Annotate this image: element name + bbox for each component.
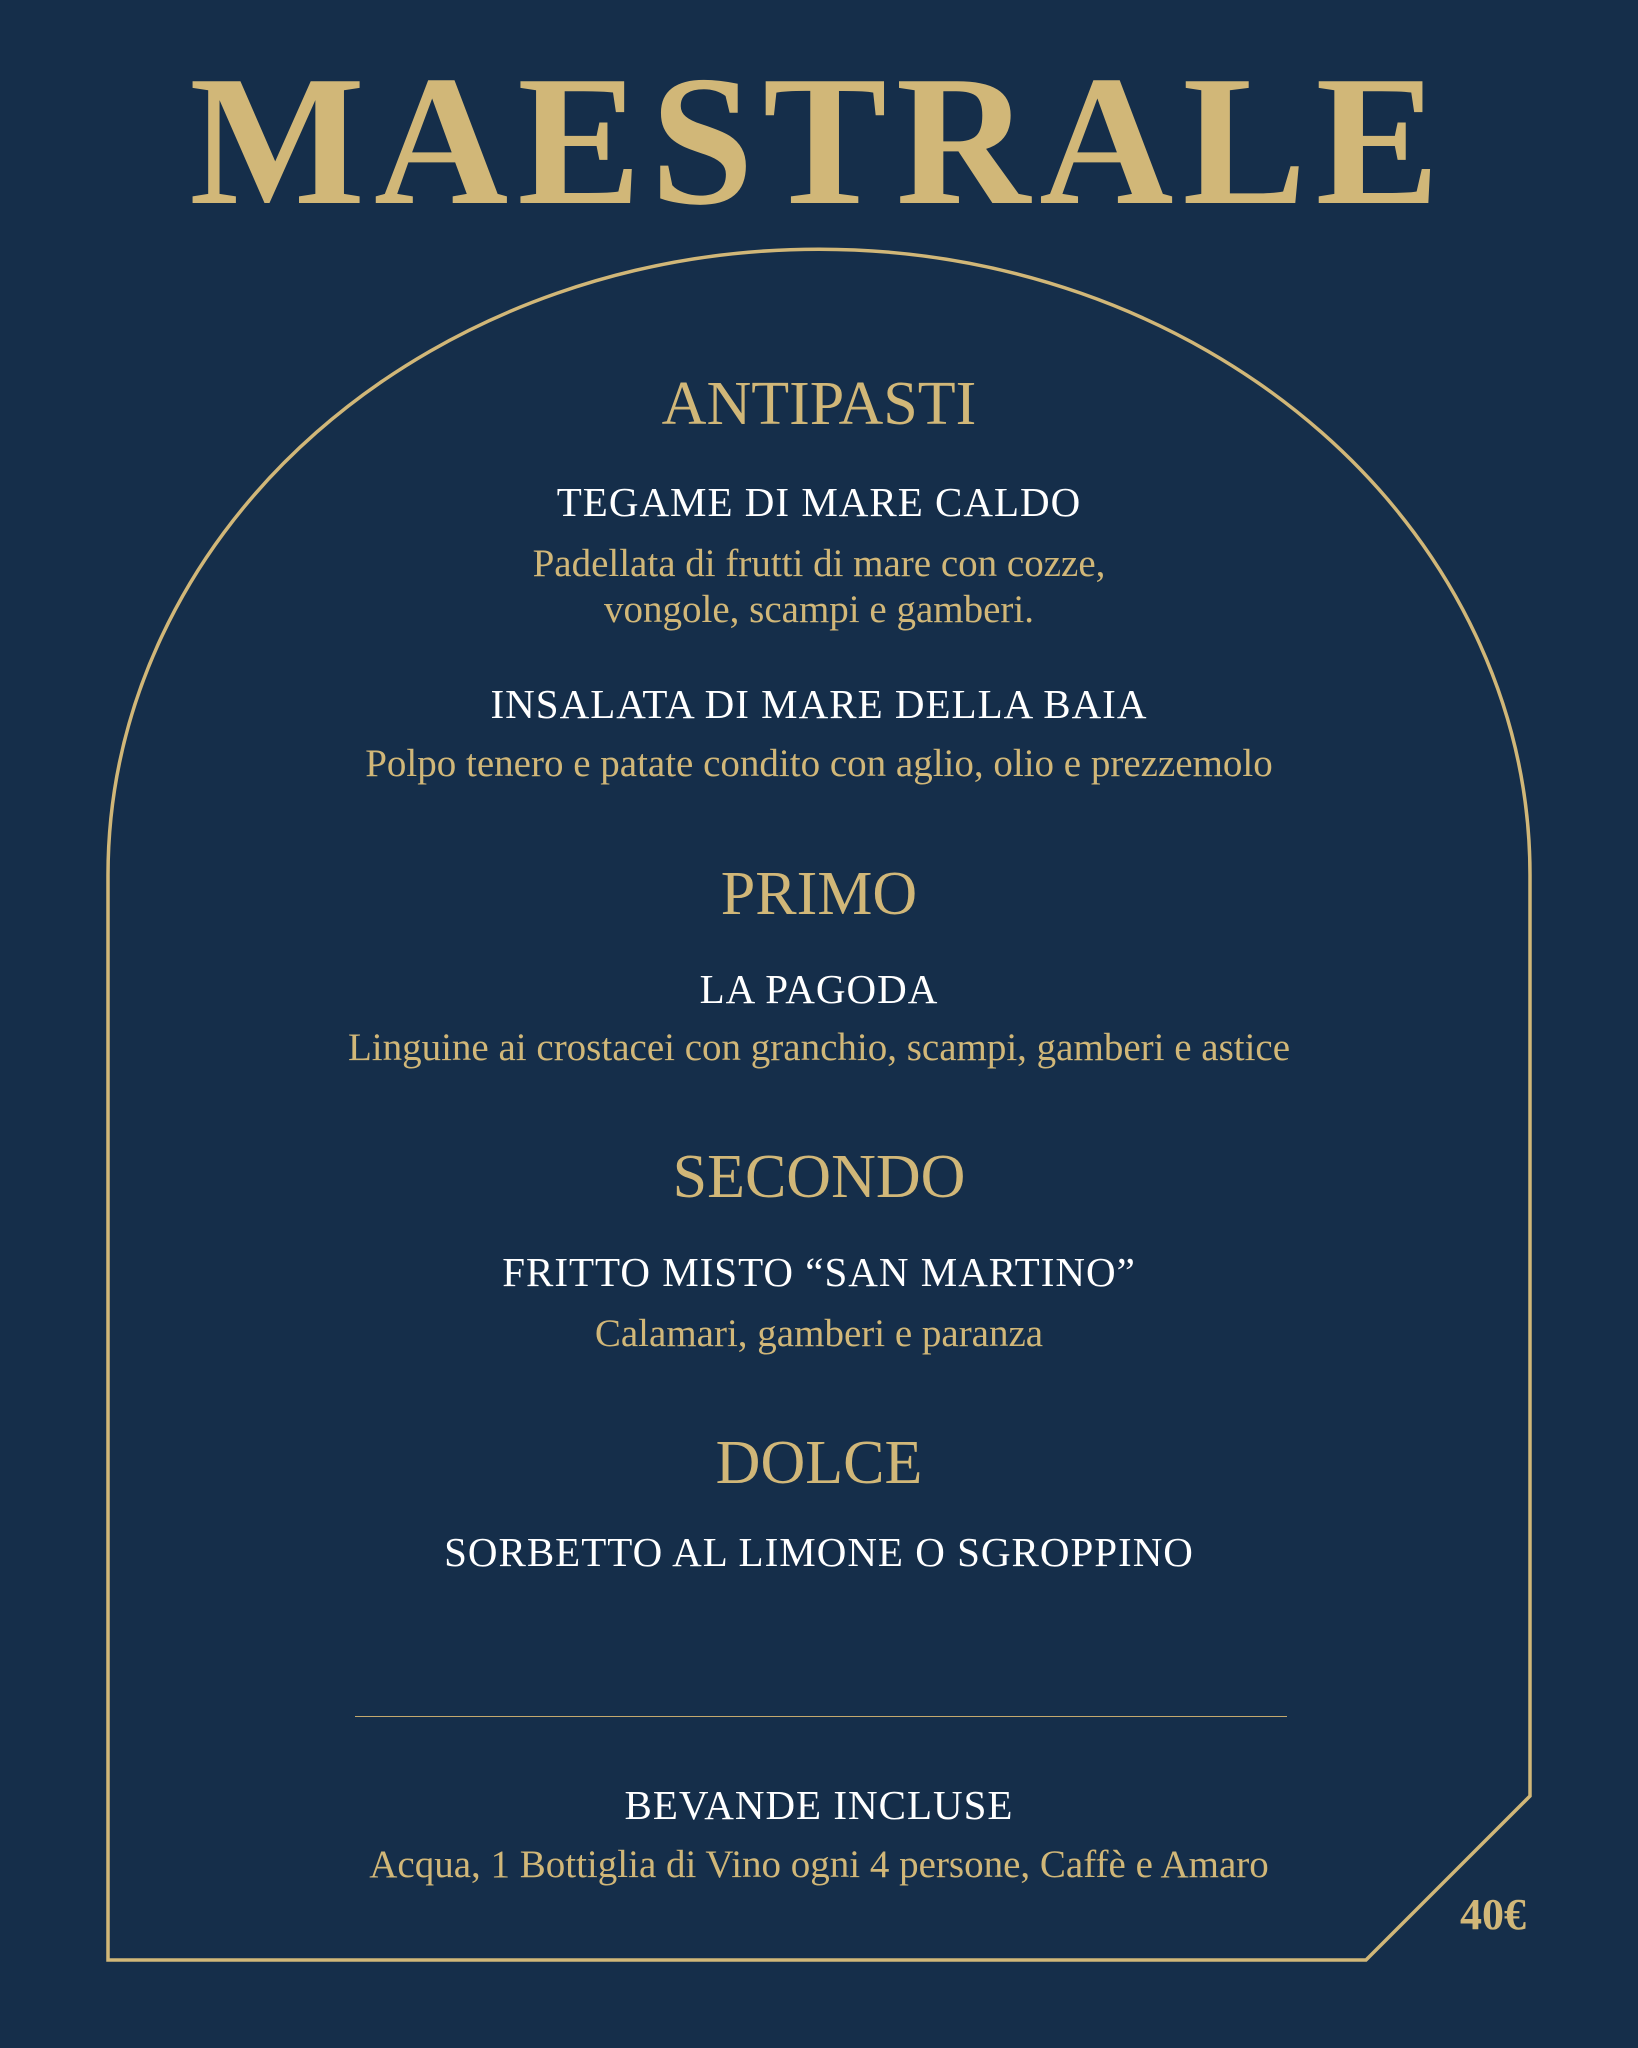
drinks-heading: BEVANDE INCLUSE — [624, 1782, 1014, 1828]
dish-pagoda-description — [0, 1025, 1638, 1071]
dish-sorbetto — [0, 1526, 1638, 1578]
section-dolce — [0, 1427, 1638, 1499]
section-heading-antipasti: ANTIPASTI — [661, 370, 977, 438]
dish-description: Polpo tenero e patate condito con aglio, olio e prezzemolo — [365, 742, 1273, 785]
dish-pagoda — [0, 963, 1638, 1015]
dish-insalata-description — [0, 741, 1638, 787]
dish-tegame-description — [0, 541, 1638, 633]
dish-name: TEGAME DI MARE CALDO — [556, 479, 1082, 525]
drinks-heading-block — [0, 1779, 1638, 1831]
dish-insalata — [0, 678, 1638, 730]
price-label: 40€ — [1460, 1890, 1526, 1939]
section-heading-primo: PRIMO — [720, 860, 918, 928]
divider-line — [355, 1716, 1287, 1717]
section-secondo — [0, 1141, 1638, 1213]
drinks-description: Acqua, 1 Bottiglia di Vino ogni 4 persone, Caffè e Amaro — [369, 1843, 1269, 1886]
drinks-description-block — [0, 1842, 1638, 1888]
section-primo — [0, 858, 1638, 930]
dish-description: Linguine ai crostacei con granchio, scampi, gamberi e astice — [347, 1026, 1291, 1069]
dish-fritto-description — [0, 1311, 1638, 1357]
restaurant-title: MAESTRALE — [189, 38, 1449, 244]
dish-fritto — [0, 1246, 1638, 1298]
section-antipasti — [0, 368, 1638, 440]
section-heading-dolce: DOLCE — [715, 1429, 923, 1497]
dish-description: Calamari, gamberi e paranza — [594, 1312, 1044, 1355]
section-heading-secondo: SECONDO — [672, 1143, 966, 1211]
dish-description: vongole, scampi e gamberi. — [604, 588, 1034, 631]
dish-name: INSALATA DI MARE DELLA BAIA — [490, 681, 1148, 727]
dish-tegame — [0, 476, 1638, 528]
dish-name: FRITTO MISTO “SAN MARTINO” — [502, 1249, 1136, 1295]
dish-description: Padellata di frutti di mare con cozze, — [532, 542, 1106, 585]
dish-name: SORBETTO AL LIMONE O SGROPPINO — [444, 1529, 1194, 1575]
dish-name: LA PAGODA — [699, 966, 939, 1012]
